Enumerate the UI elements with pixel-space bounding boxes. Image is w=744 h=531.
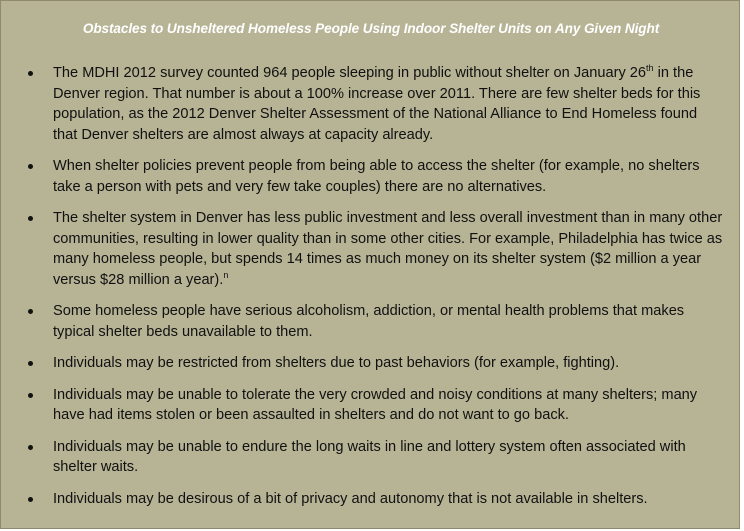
list-item — [1, 353, 741, 374]
list-item-text: Individuals may be restricted from shelters due to past behaviors (for example, fighting). — [53, 355, 620, 371]
slide-title: Obstacles to Unsheltered Homeless People Using Indoor Shelter Units on Any Given Night — [82, 21, 660, 36]
list-item — [1, 63, 741, 145]
bullet-icon — [28, 361, 33, 366]
list-item-text: Individuals may be desirous of a bit of privacy and autonomy that is not available in shelters. — [53, 490, 648, 507]
list-item-text: Individuals may be unable to endure the long waits in line and lottery system often associated with shelter waits. — [53, 438, 686, 475]
bullet-icon — [28, 445, 33, 450]
list-item-text: The shelter system in Denver has less public investment and less overall investment than in many other communities, resulting in lower quality than in some other cities. For example, Philadelphia has twice as many homeless people, but spends 14 times as much money on its shelter system ($2 million a year versus $28 million a year).$^n$ — [53, 210, 723, 288]
superscript: th — [646, 63, 654, 74]
list-item — [1, 301, 741, 342]
list-item-text: Some homeless people have serious alcoholism, addiction, or mental health problems that makes typical shelter beds unavailable to them. — [53, 303, 685, 340]
list-item — [1, 489, 741, 510]
list-item — [1, 437, 741, 478]
bullet-icon — [28, 216, 33, 221]
bullet-list — [1, 63, 741, 520]
bullet-icon — [28, 497, 33, 502]
list-item-text: When shelter policies prevent people from being able to access the shelter (for example, no shelters take a person with pets and very few take couples) there are no alternatives. — [53, 158, 700, 195]
bullet-icon — [28, 309, 33, 314]
list-item — [1, 156, 741, 197]
list-item-text: The MDHI 2012 survey counted 964 people sleeping in public without shelter on January 26th in the Denver region. That number is about a 100% increase over 2011. There are few shelter beds for this population, as the 2012 Denver Shelter Assessment of the National Alliance to End Homeless found that Denver shelters are almost always at capacity already. — [53, 63, 701, 143]
bullet-icon — [28, 164, 33, 169]
list-item-text: Individuals may be unable to tolerate the very crowded and noisy conditions at many shelters; many have had items stolen or been assaulted in shelters and do not want to go back. — [53, 386, 698, 423]
list-item — [1, 385, 741, 426]
bullet-icon — [28, 71, 33, 76]
bullet-icon — [28, 393, 33, 398]
superscript: n — [223, 269, 229, 280]
list-item — [1, 208, 741, 290]
